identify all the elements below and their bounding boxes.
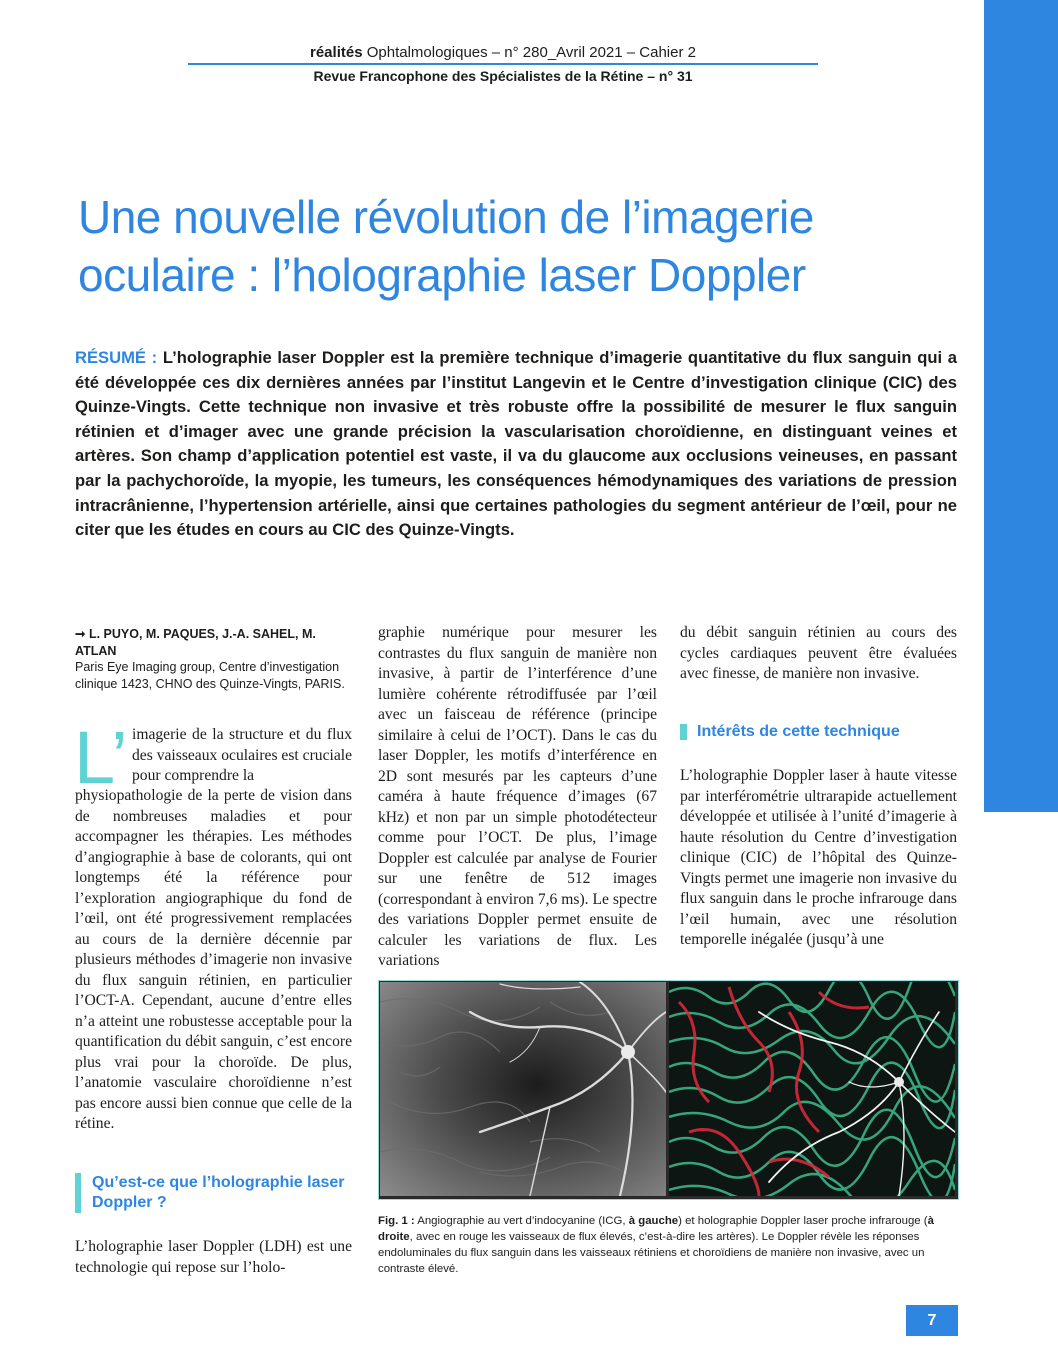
arrow-icon: ➞: [75, 627, 86, 641]
section-heading-what-is: Qu’est-ce que l’holographie laser Doppler ?: [92, 1174, 345, 1211]
icg-angiography-image: [380, 982, 666, 1196]
intro-lead-text: imagerie de la structure et du flux des vaisseaux oculaires est cruciale pour comprendre la: [132, 726, 352, 784]
journal-issue: Ophtalmologiques – n° 280_Avril 2021 – Cahier 2: [362, 44, 696, 61]
caption-text-1: Angiographie au vert d’indocyanine (ICG,: [414, 1215, 629, 1227]
section-marker: [75, 1173, 81, 1213]
caption-text-3: , avec en rouge les vaisseaux de flux élevés, c’est-à-dire les artères). Le Doppler révèle les réponses endoluminales du flux sanguin dans les vaisseaux rétiniens et choroïdiens de manière non invasive, avec un contraste élevé.: [378, 1231, 925, 1275]
intro-body-text: physiopathologie de la perte de vision dans de nombreuses maladies et pour accompagner les thérapies. Les méthodes d’angiographie à base de colorants, qui ont longtemps été la référence pour l’exploration angiographique du fond de l’œil, ont été progressivement remplacées au cours de la dernière décennie par plusieurs méthodes d’imagerie non invasive du flux sanguin rétinien, en particulier l’OCT-A. Cependant, aucune d’entre elles n’a atteint une robustesse acceptable pour la quantification du débit sanguin, c’est encore plus vrai pour la choroïde. De plus, l’anatomie vasculaire choroïdienne n’est pas encore aussi bien connue que celle de la rétine.: [75, 787, 352, 1132]
journal-brand: réalités: [310, 44, 363, 61]
abstract: [75, 346, 957, 543]
section-marker: [680, 724, 687, 740]
figure-caption: [378, 1213, 958, 1277]
caption-label: Fig. 1 :: [378, 1215, 415, 1227]
caption-left: à gauche: [628, 1215, 679, 1227]
page-number: 7: [906, 1305, 958, 1336]
section-what-is-text: L’holographie laser Doppler (LDH) est une technologie qui repose sur l’holo-: [75, 1238, 352, 1276]
journal-subtitle: Revue Francophone des Spécialistes de la Rétine – n° 31: [313, 68, 693, 84]
author-affiliation: Paris Eye Imaging group, Centre d’investigation clinique 1423, CHNO des Quinze-Vingts, PARIS.: [75, 660, 345, 691]
section-interets-text: L’holographie Doppler laser à haute vitesse par interférométrie ultrarapide actuellement développée et utilisée à l’unité d’imagerie à haute résolution du Centre d’investigation clinique (CIC) de l’hôpital des Quinze-Vingts permet une imagerie non invasive du flux sanguin dans le proche infrarouge dans l’œil humain, avec une résolution temporelle inégalée (jusqu’à une: [680, 767, 957, 948]
doppler-holography-image: [669, 982, 955, 1196]
abstract-label: RÉSUMÉ :: [75, 348, 158, 367]
author-list: [75, 626, 345, 660]
column-2-text: graphie numérique pour mesurer les contrastes du flux sanguin de manière non invasive, à partir de l’interférence d’une lumière cohérente rétrodiffusée par l’œil avec un faisceau de référence (principe similaire à celui de l’OCT). Dans le cas du laser Doppler, les motifs d’interférence en 2D sont mesurés par les capteurs d’une caméra à haute fréquence d’images (67 kHz) et non par un simple photodétecteur comme pour l’OCT. De plus, l’image Doppler est calculée par analyse de Fourier sur une fenêtre de 512 images (correspondant à environ 7,6 ms). Le spectre des variations Doppler permet ensuite de calculer les variations de flux. Les variations: [378, 624, 657, 969]
caption-right: à droite: [378, 1215, 934, 1243]
title-line-1: Une nouvelle révolution de l’imagerie: [78, 191, 814, 243]
author-names: L. PUYO, M. PAQUES, J.-A. SAHEL, M. ATLAN: [75, 627, 316, 658]
running-header: [188, 44, 818, 61]
drop-cap: L’: [74, 716, 128, 799]
header-rule: [188, 63, 818, 65]
side-color-bar: [984, 0, 1058, 812]
caption-text-2: ) et holographie Doppler laser proche infrarouge (: [678, 1215, 928, 1227]
column-3-text: du débit sanguin rétinien au cours des cycles cardiaques peuvent être évaluées avec finesse, de manière non invasive.: [680, 624, 957, 682]
title-line-2: oculaire : l’holographie laser Doppler: [78, 249, 806, 301]
article-title: [78, 188, 958, 304]
section-heading-interets: Intérêts de cette technique: [697, 723, 900, 740]
abstract-text: L’holographie laser Doppler est la première technique d’imagerie quantitative du flux sanguin qui a été développée ces dix dernières années par l’institut Langevin et le Centre d’investigation clinique (CIC) des Quinze-Vingts. Cette technique non invasive et très robuste offre la possibilité de mesurer le flux sanguin rétinien et d’imager avec une grande précision la vascularisation choroïdienne, en distinguant veines et artères. Son champ d’application potentiel est vaste, il va du glaucome aux occlusions veineuses, en passant par la pachychoroïde, la myopie, les tumeurs, les conséquences hémodynamiques des variations de pression intracrânienne, l’hypertension artérielle, ainsi que certaines pathologies du segment antérieur de l’œil, pour ne citer que les études en cours au CIC des Quinze-Vingts.: [75, 348, 957, 540]
